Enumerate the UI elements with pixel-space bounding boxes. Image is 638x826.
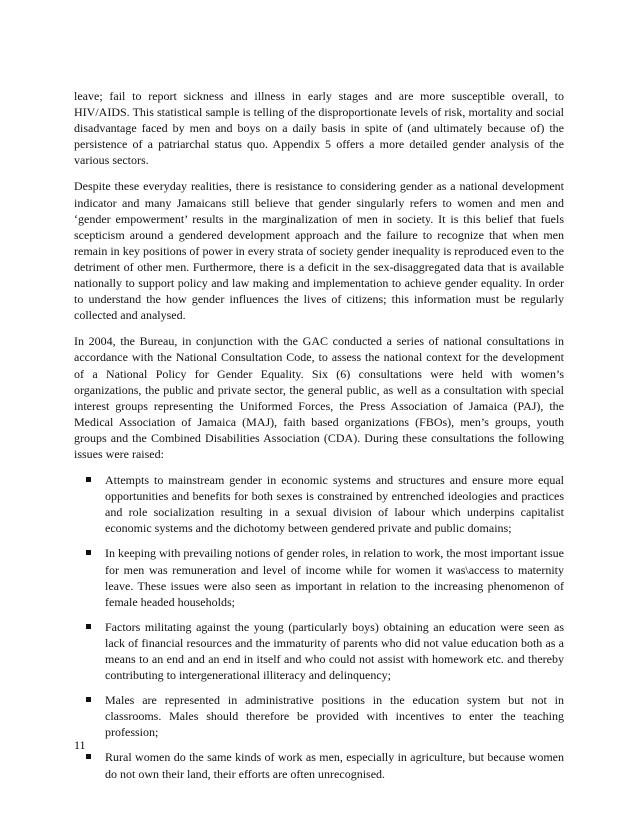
page-number: 11 xyxy=(74,738,86,752)
list-item xyxy=(74,472,564,536)
square-bullet-icon xyxy=(86,550,91,555)
list-item xyxy=(74,749,564,781)
list-item xyxy=(74,619,564,683)
square-bullet-icon xyxy=(86,697,91,702)
list-item-text: Rural women do the same kinds of work as men, especially in agriculture, but because women do not own their land, their efforts are often unrecognised. xyxy=(105,750,564,781)
document-page xyxy=(74,88,564,791)
list-item xyxy=(74,692,564,740)
issues-list xyxy=(74,472,564,782)
list-item-text: Males are represented in administrative positions in the education system but not in classrooms. Males should therefore be provided with incentives to enter the teaching profession; xyxy=(105,693,564,740)
list-item-text: In keeping with prevailing notions of gender roles, in relation to work, the most important issue for men was remuneration and level of income while for women it was\access to maternity leave. These issues were also seen as important in relation to the increasing phenomenon of female headed households; xyxy=(105,546,564,609)
paragraph-continuation: leave; fail to report sickness and illness in early stages and are more susceptible overall, to HIV/AIDS. This statistical sample is telling of the disproportionate levels of risk, mortality and social disadvantage faced by men and boys on a daily basis in spite of (and ultimately because of) the persistence of a patriarchal status quo. Appendix 5 offers a more detailed gender analysis of the various sectors. xyxy=(74,89,564,168)
paragraph-national-consultations: In 2004, the Bureau, in conjunction with the GAC conducted a series of national consultations in accordance with the National Consultation Code, to assess the national context for the development of a National Policy for Gender Equality. Six (6) consultations were held with women’s organizations, the public and private sector, the general public, as well as a consultation with special interest groups representing the Uniformed Forces, the Press Association of Jamaica (PAJ), the Medical Association of Jamaica (MAJ), faith based organizations (FBOs), men’s groups, youth groups and the Combined Disabilities Association (CDA). During these consultations the following issues were raised: xyxy=(74,334,564,461)
square-bullet-icon xyxy=(86,754,91,759)
list-item-text: Attempts to mainstream gender in economic systems and structures and ensure more equal opportunities and benefits for both sexes is constrained by entrenched ideologies and practices and role socialization resulting in a sexual division of labour which underpins capitalist economic systems and the dichotomy between gendered private and public domains; xyxy=(105,473,564,536)
list-item-text: Factors militating against the young (particularly boys) obtaining an education were seen as lack of financial resources and the immaturity of parents who did not value education both as a means to an end and an end in itself and who could not assist with homework etc. and thereby contributing to intergenerational illiteracy and delinquency; xyxy=(105,619,564,683)
paragraph-gender-resistance: Despite these everyday realities, there is resistance to considering gender as a national development indicator and many Jamaicans still believe that gender singularly refers to women and men and ‘gender empowerment’ results in the marginalization of men in society. It is this belief that fuels scepticism around a gendered development approach and the failure to recognize that when men remain in key positions of power in every strata of society gender inequality is reproduced even to the detriment of other men. Furthermore, there is a deficit in the sex-disaggregated data that is available nationally to support policy and law making and implementation to achieve gender equality. In order to understand the how gender influences the lives of citizens; this information must be regularly collected and analysed. xyxy=(74,179,564,323)
square-bullet-icon xyxy=(86,477,91,482)
list-item xyxy=(74,545,564,609)
square-bullet-icon xyxy=(86,624,91,629)
